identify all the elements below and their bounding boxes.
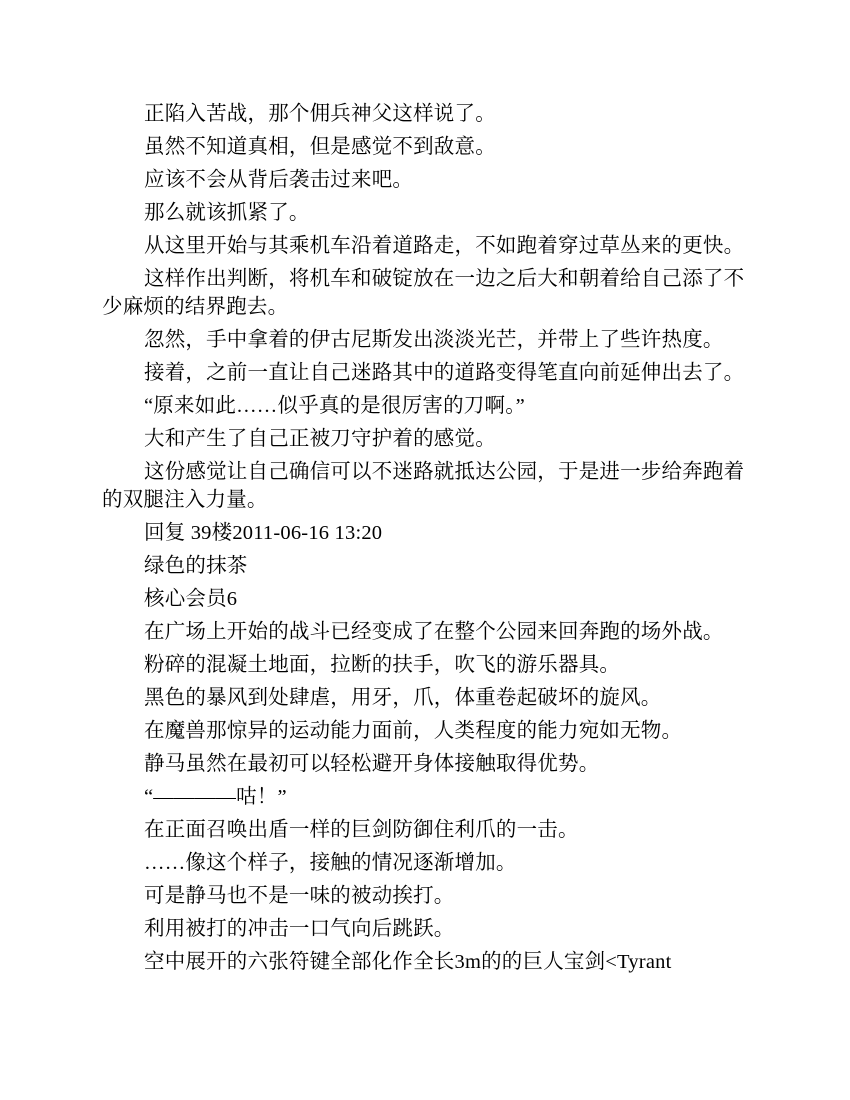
paragraph: 那么就该抓紧了。 — [144, 202, 310, 224]
dialogue-line: “原来如此……似乎真的是很厉害的刀啊。” — [144, 395, 525, 417]
paragraph: 黑色的暴风到处肆虐，用牙，爪，体重卷起破坏的旋风。 — [144, 687, 662, 709]
paragraph: 空中展开的六张符键全部化作全长3m的的巨人宝剑<Tyrant — [144, 951, 672, 973]
paragraph: 粉碎的混凝土地面，拉断的扶手，吹飞的游乐器具。 — [144, 654, 621, 676]
paragraph: 接着，之前一直让自己迷路其中的道路变得笔直向前延伸出去了。 — [144, 362, 745, 384]
paragraph: 利用被打的冲击一口气向后跳跃。 — [144, 918, 455, 940]
dialogue-line: “————咕！” — [144, 786, 287, 808]
paragraph: 可是静马也不是一味的被动挨打。 — [144, 885, 455, 907]
paragraph: 这样作出判断，将机车和破锭放在一边之后大和朝着给自己添了不少麻烦的结界跑去。 — [102, 268, 745, 318]
paragraph: 静马虽然在最初可以轻松避开身体接触取得优势。 — [144, 753, 600, 775]
paragraph: 虽然不知道真相，但是感觉不到敌意。 — [144, 136, 496, 158]
paragraph: 忽然，手中拿着的伊古尼斯发出淡淡光芒，并带上了些许热度。 — [144, 329, 724, 351]
paragraph: 应该不会从背后袭击过来吧。 — [144, 169, 414, 191]
paragraph: 从这里开始与其乘机车沿着道路走，不如跑着穿过草丛来的更快。 — [144, 235, 745, 257]
paragraph: ……像这个样子，接触的情况逐渐增加。 — [144, 852, 517, 874]
paragraph: 在正面召唤出盾一样的巨剑防御住利爪的一击。 — [144, 819, 579, 841]
reply-floor-timestamp: 回复 39楼2011-06-16 13:20 — [144, 522, 383, 544]
document-page — [102, 100, 748, 981]
paragraph: 这份感觉让自己确信可以不迷路就抵达公园，于是进一步给奔跑着的双腿注入力量。 — [102, 461, 745, 511]
paragraph: 正陷入苦战，那个佣兵神父这样说了。 — [144, 103, 496, 125]
reply-author-rank: 核心会员6 — [144, 588, 238, 610]
paragraph: 在魔兽那惊异的运动能力面前，人类程度的能力宛如无物。 — [144, 720, 683, 742]
paragraph: 大和产生了自己正被刀守护着的感觉。 — [144, 428, 496, 450]
reply-author-name: 绿色的抹茶 — [144, 555, 248, 577]
paragraph: 在广场上开始的战斗已经变成了在整个公园来回奔跑的场外战。 — [144, 621, 724, 643]
